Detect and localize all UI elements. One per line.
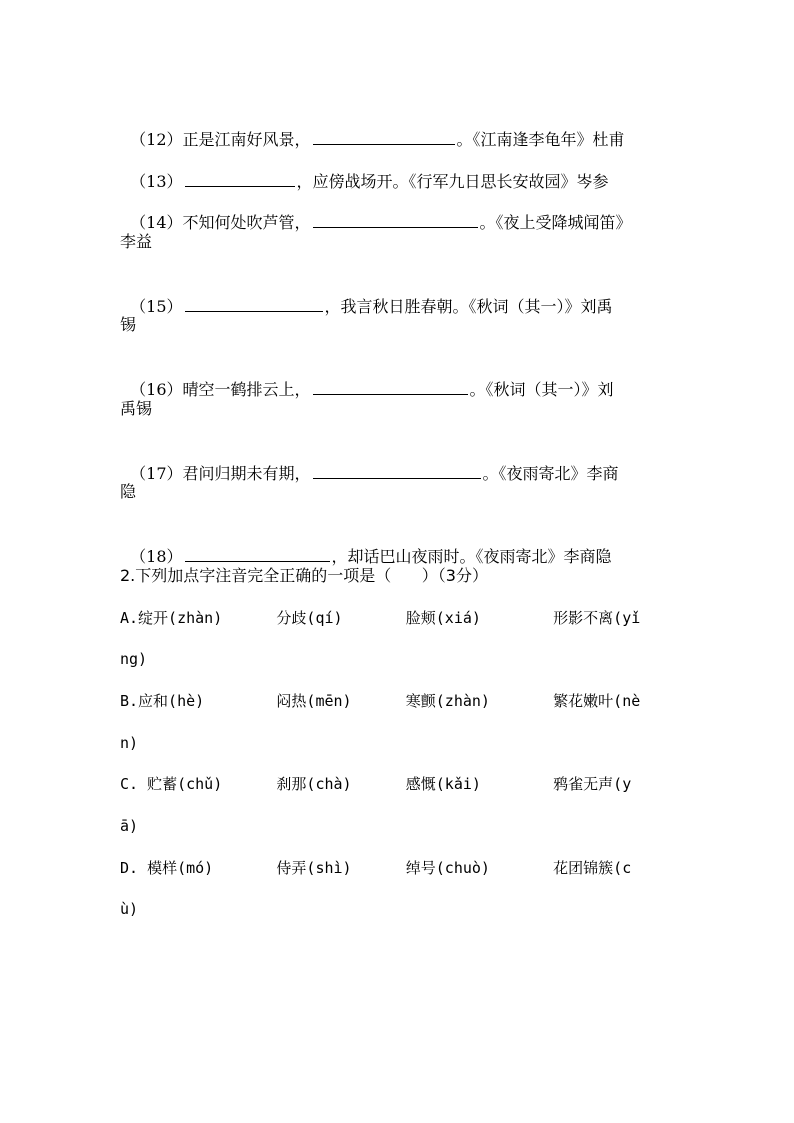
line-15-text-b: ，我言秋日胜春朝。《秋词（其一）》刘禹 xyxy=(324,297,613,316)
option-c-continued: ā) xyxy=(120,817,139,835)
line-14 xyxy=(120,189,632,234)
line-16 xyxy=(120,356,614,401)
line-16-text-a: （16）晴空一鹤排云上， xyxy=(130,380,311,399)
question-2-stem: 2.下列加点字注音完全正确的一项是（ ）（3分） xyxy=(120,566,488,585)
line-13 xyxy=(120,148,609,193)
line-18-text-b: ，却话巴山夜雨时。《夜雨寄北》李商隐 xyxy=(331,547,612,566)
answer-blank-14[interactable] xyxy=(313,211,478,228)
line-15-text-a: （15） xyxy=(130,297,183,316)
line-14-continued: 李益 xyxy=(120,232,153,251)
line-14-text-a: （14）不知何处吹芦管， xyxy=(130,213,311,232)
option-a-continued: ng) xyxy=(120,650,148,668)
line-15-continued: 锡 xyxy=(120,315,137,334)
line-12 xyxy=(120,106,625,151)
answer-blank-12[interactable] xyxy=(313,128,455,145)
line-12-text-a: （12）正是江南好风景， xyxy=(130,130,311,149)
line-18-text-a: （18） xyxy=(130,547,183,566)
option-c: C. 贮蓄(chǔ) 刹那(chà) 感慨(kǎi) 鸦雀无声(y xyxy=(120,775,632,793)
line-17-continued: 隐 xyxy=(120,482,137,501)
option-a: A.绽开(zhàn) 分歧(qí) 脸颊(xiá) 形影不离(yǐ xyxy=(120,609,641,627)
line-13-text-a: （13） xyxy=(130,172,183,191)
line-14-text-b: 。《夜上受降城闻笛》 xyxy=(479,213,632,232)
option-b-continued: n) xyxy=(120,734,139,752)
answer-blank-13[interactable] xyxy=(185,170,295,187)
option-d: D. 模样(mó) 侍弄(shì) 绰号(chuò) 花团锦簇(c xyxy=(120,859,632,877)
line-18 xyxy=(120,523,612,568)
line-17-text-a: （17）君问归期未有期， xyxy=(130,464,311,483)
line-12-text-b: 。《江南逢李龟年》杜甫 xyxy=(456,130,625,149)
line-15 xyxy=(120,273,613,318)
answer-blank-18[interactable] xyxy=(185,545,330,562)
answer-blank-15[interactable] xyxy=(185,295,323,312)
line-17-text-b: 。《夜雨寄北》李商 xyxy=(482,464,619,483)
line-17 xyxy=(120,440,619,485)
answer-blank-16[interactable] xyxy=(313,378,468,395)
option-b: B.应和(hè) 闷热(mēn) 寒颤(zhàn) 繁花嫩叶(nè xyxy=(120,692,641,710)
line-16-text-b: 。《秋词（其一）》刘 xyxy=(469,380,614,399)
line-16-continued: 禹锡 xyxy=(120,399,153,418)
option-d-continued: ù) xyxy=(120,900,139,918)
answer-blank-17[interactable] xyxy=(313,462,481,479)
line-13-text-b: ，应傍战场开。《行军九日思长安故园》岑参 xyxy=(296,172,609,191)
